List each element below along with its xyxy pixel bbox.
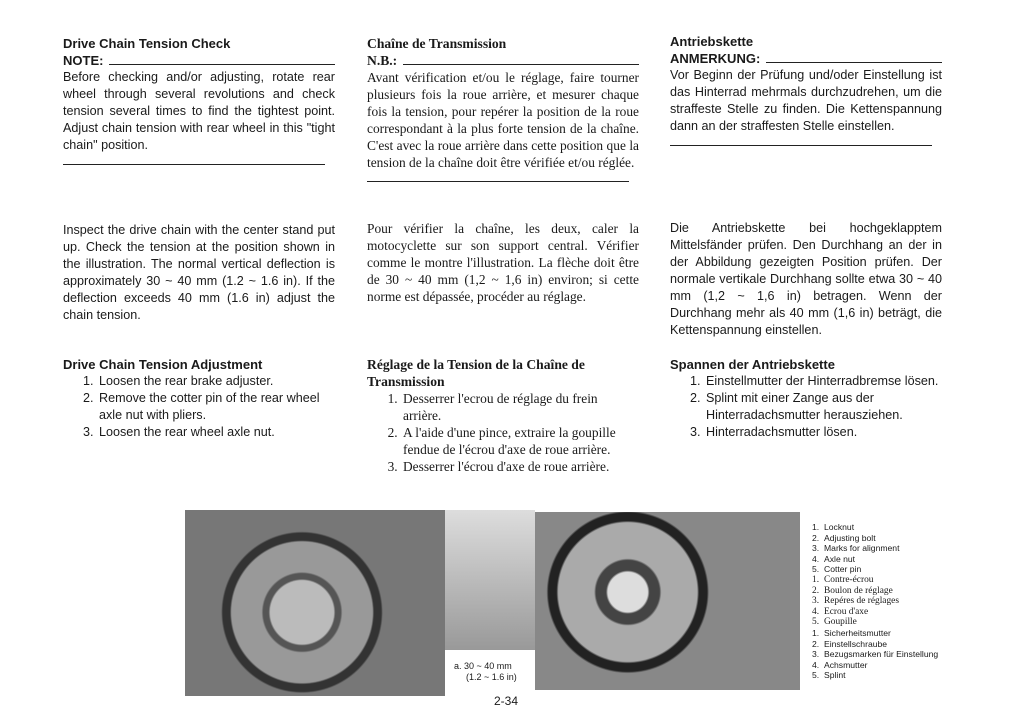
divider (766, 62, 942, 63)
french-step: 1. Desserrer l'ecrou de réglage du frein arrière. (401, 390, 639, 424)
divider (403, 64, 639, 65)
legend-text: Ecrou d'axe (824, 606, 869, 617)
legend-number: 1. (812, 627, 820, 638)
legend-item (812, 586, 938, 597)
legend-item (812, 617, 938, 628)
french-note-label: N.B.: (367, 53, 398, 68)
legend-item (812, 670, 938, 681)
parts-legend (812, 522, 938, 681)
legend-number: 3. (812, 649, 820, 660)
legend-number: 4. (812, 606, 820, 617)
legend-item (812, 607, 938, 618)
divider (109, 64, 335, 65)
german-adjust-title: Spannen der Antriebskette (670, 357, 835, 372)
chain-deflection-photo (185, 510, 445, 696)
legend-item (812, 522, 938, 533)
english-step: 2. Remove the cotter pin of the rear wheel axle nut with pliers. (97, 390, 335, 424)
legend-number: 5. (812, 670, 820, 681)
figure-caption (454, 661, 517, 683)
legend-number: 1. (812, 574, 820, 585)
english-step: 3. Loosen the rear wheel axle nut. (97, 424, 335, 441)
legend-text: Repéres de réglages (824, 596, 899, 607)
legend-item (812, 639, 938, 650)
german-note-text: Vor Beginn der Prüfung und/oder Einstellung ist das Hinterrad mehrmals durchzudrehen, um die straffeste Stelle zu finden. Die Kettenspannung dann an der straffesten Stelle einstellen. (670, 68, 942, 133)
page-number: 2-34 (494, 694, 519, 708)
caption-line: (1.2 ~ 1.6 in) (466, 672, 517, 682)
legend-item (812, 554, 938, 565)
legend-text: Locknut (824, 522, 855, 532)
divider (670, 145, 932, 146)
french-step: 2. A l'aide d'une pince, extraire la goupille fendue de l'écrou d'axe de roue arrière. (401, 424, 639, 458)
legend-number: 4. (812, 553, 820, 564)
legend-text: Marks for alignment (824, 543, 900, 554)
legend-item (812, 660, 938, 671)
german-adjust-section (670, 356, 942, 441)
legend-number: 2. (812, 638, 820, 649)
french-inspect-text: Pour vérifier la chaîne, les deux, caler la motocyclette sur son support central. Vérifier comme le montre l'illustration. La flèche doit être de 30 ~ 40 mm (1,2 ~ 1,6 in) environ; si cette norme est dépassée, procéder au réglage. (367, 221, 639, 304)
photo-background (445, 510, 535, 650)
legend-text: Sicherheitsmutter (824, 627, 891, 638)
legend-number: 5. (812, 617, 820, 628)
german-note-label: ANMERKUNG: (670, 51, 761, 66)
divider (63, 164, 325, 165)
legend-item (812, 564, 938, 575)
legend-item (812, 575, 938, 586)
english-adjust-title: Drive Chain Tension Adjustment (63, 357, 263, 372)
legend-text: Boulon de réglage (824, 585, 893, 596)
french-adjust-section (367, 356, 639, 475)
legend-text: Achsmutter (824, 659, 868, 670)
english-note-text: Before checking and/or adjusting, rotate rear wheel through several revolutions and check tension several times to find the tightest point. Adjust chain tension with rear wheel in this "tight chain" position. (63, 70, 335, 152)
english-adjust-section (63, 356, 335, 441)
legend-item (812, 628, 938, 639)
legend-number: 4. (812, 659, 820, 670)
english-step: 1. Loosen the rear brake adjuster. (97, 373, 335, 390)
french-step: 3. Desserrer l'écrou d'axe de roue arrière. (401, 458, 639, 475)
legend-text: Einstellschraube (824, 638, 888, 649)
legend-number: 2. (812, 585, 820, 596)
german-note-section (670, 33, 942, 146)
legend-text: Cotter pin (824, 564, 862, 575)
german-title: Antriebskette (670, 34, 754, 49)
legend-text: Bezugsmarken für Einstellung (824, 649, 939, 660)
legend-item (812, 649, 938, 660)
legend-text: Axle nut (824, 553, 856, 564)
german-step: 1. Einstellmutter der Hinterradbremse lösen. (704, 373, 942, 390)
legend-item (812, 596, 938, 607)
legend-number: 3. (812, 596, 820, 607)
legend-text: Goupille (824, 617, 857, 628)
caption-line: a. 30 ~ 40 mm (454, 661, 512, 671)
french-note-section (367, 35, 639, 182)
legend-text: Adjusting bolt (824, 532, 876, 543)
legend-item (812, 543, 938, 554)
legend-text: Splint (824, 670, 846, 681)
french-adjust-title: Réglage de la Tension de la Chaîne de Transmission (367, 357, 585, 389)
legend-number: 2. (812, 532, 820, 543)
legend-text: Contre-écrou (824, 574, 874, 585)
english-note-section (63, 35, 335, 165)
english-note-label: NOTE: (63, 53, 104, 68)
french-note-text: Avant vérification et/ou le réglage, faire tourner plusieurs fois la roue arrière, et mesurer chaque fois la tension, pour repérer la position de la roue correspondant à la plus forte tension de la chaîne. C'est avec la roue arrière dans cette position que la tension de la chaîne doit être vérifiée et/ou réglée. (367, 70, 639, 170)
german-step: 2. Splint mit einer Zange aus der Hinterradachsmutter herausziehen. (704, 390, 942, 424)
french-title: Chaîne de Transmission (367, 36, 507, 51)
legend-item (812, 533, 938, 544)
english-title: Drive Chain Tension Check (63, 36, 231, 51)
german-step: 3. Hinterradachsmutter lösen. (704, 424, 942, 441)
divider (367, 181, 629, 182)
axle-adjuster-photo (535, 512, 800, 690)
english-inspect-text: Inspect the drive chain with the center stand put up. Check the tension at the position shown in the illustration. The normal vertical deflection is approximately 30 ~ 40 mm (1.2 ~ 1.6 in). If the deflection exceeds 40 mm (1.6 in) adjust the chain tension. (63, 223, 335, 322)
legend-number: 3. (812, 543, 820, 554)
legend-number: 1. (812, 522, 820, 532)
german-inspect-text: Die Antriebskette bei hochgeklapptem Mittelsfänder prüfen. Den Durchhang an der in der Abbildung gezeigten Position prüfen. Der normale vertikale Durchhang sollte etwa 30 ~ 40 mm (1,2 ~ 1,6 in) betragen. Wenn der Durchhang mehr als 40 mm (1,6 in) beträgt, die Kettenspannung einstellen. (670, 221, 942, 337)
legend-number: 5. (812, 564, 820, 575)
